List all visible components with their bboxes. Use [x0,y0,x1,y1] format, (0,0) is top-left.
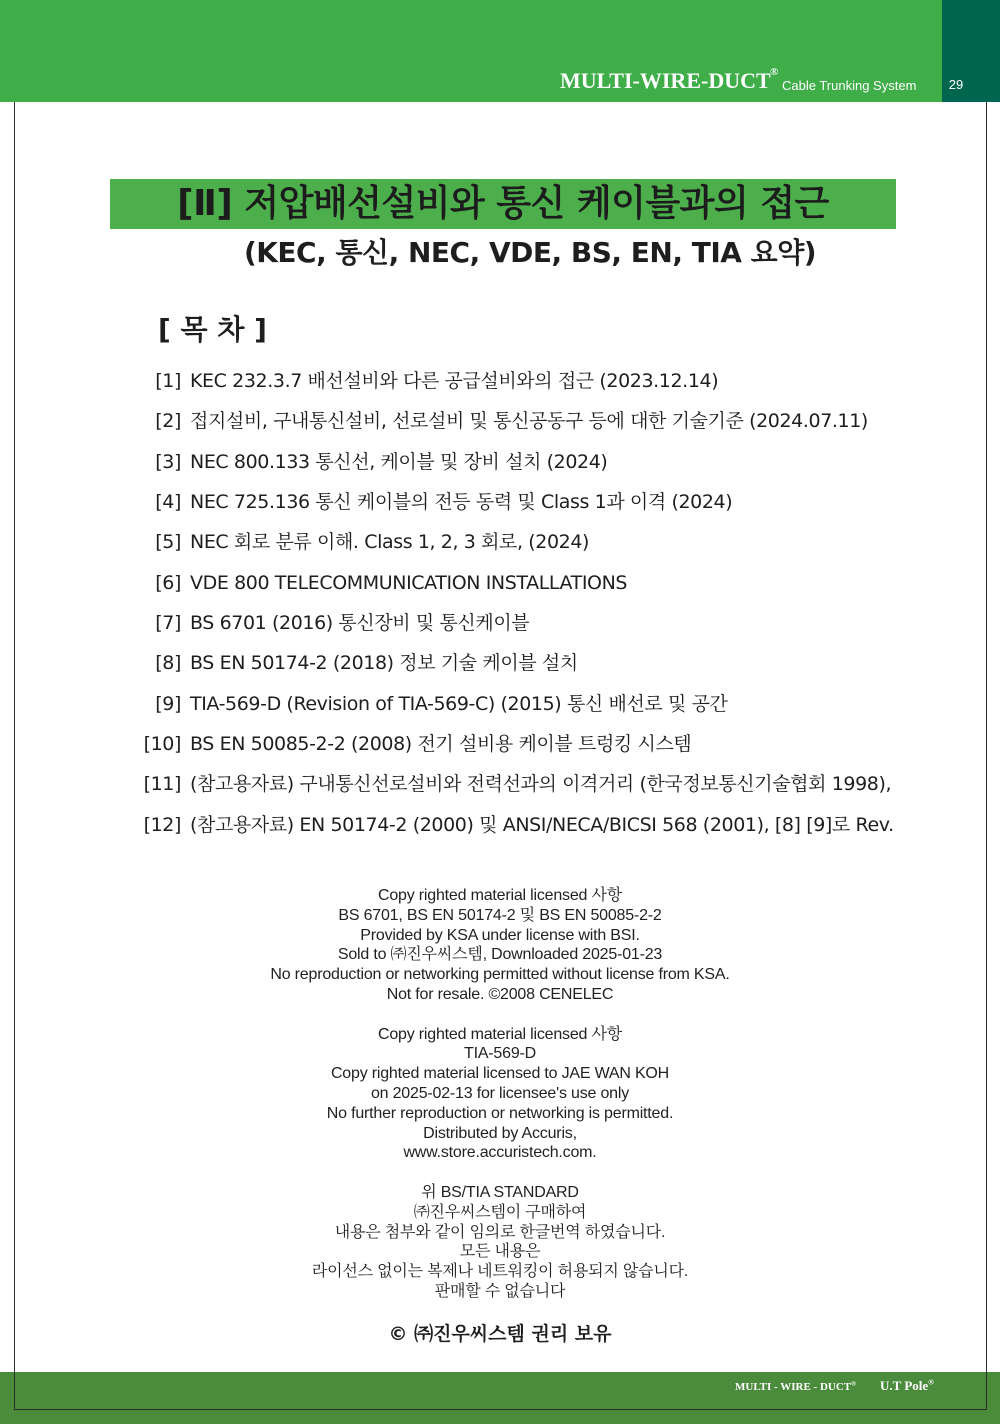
toc-item-text: BS EN 50174-2 (2018) 정보 기술 케이블 설치 [190,652,578,675]
toc-item-text: NEC 회로 분류 이해. Class 1, 2, 3 회로, (2024) [190,531,590,554]
toc-item-text: NEC 800.133 통신선, 케이블 및 장비 설치 (2024) [190,450,608,473]
toc-item [140,442,970,482]
toc-item-label: [2] [155,410,181,433]
toc-item-label: [10] [143,733,181,756]
toc-item-text: VDE 800 TELECOMMUNICATION INSTALLATIONS [190,571,628,594]
toc-item-label: [8] [155,652,181,675]
toc-item-text: (참고용자료) EN 50174-2 (2000) 및 ANSI/NECA/BICSI 568 (2001), [8] [9]로 Rev. [190,813,894,836]
page-number: 29 [948,77,964,92]
translation-line: 판매할 수 없습니다 [434,1282,566,1300]
toc-item-text: KEC 232.3.7 배선설비와 다른 공급설비와의 접근 (2023.12.14) [190,370,719,392]
toc-item-label: [7] [155,612,181,635]
license-spacer [150,1163,850,1183]
license-line: Copy righted material licensed 사항 [378,887,622,904]
toc-item-label: [3] [155,450,181,473]
toc-item [140,482,970,522]
toc-item [140,522,970,562]
license-line: BS 6701, BS EN 50174-2 및 BS EN 50085-2-2 [338,906,662,924]
license-line: Distributed by Accuris, [423,1124,577,1142]
footer-product-text: U.T Pole [880,1378,929,1393]
toc-item-text: BS 6701 (2016) 통신장비 및 통신케이블 [190,612,530,635]
license-line: Copy righted material licensed to JAE WAN KOH [330,1065,670,1083]
toc-item-label: [6] [155,571,181,594]
toc-item-text: NEC 725.136 통신 케이블의 전등 동력 및 Class 1과 이격 (2024) [190,491,733,514]
license-line: No further reproduction or networking is permitted. [326,1104,674,1122]
toc-item [140,805,970,845]
translation-line: 모든 내용은 [459,1243,541,1261]
toc-item-label: [4] [155,491,181,514]
footer-brand [735,1380,856,1394]
license-line: Provided by KSA under license with BSI. [360,926,640,944]
page-title: [Ⅱ] 저압배선설비와 통신 케이블과의 접근 [177,183,829,224]
toc-item [140,563,970,603]
toc-item [140,401,970,441]
toc-item-label: [11] [143,773,181,796]
toc-item-label: [1] [155,370,181,392]
header-brand: MULTI-WIRE-DUCT [560,68,771,93]
toc-item [140,603,970,643]
license-line: TIA-569-D [464,1045,536,1063]
license-spacer [150,1005,850,1025]
toc-item-label: [5] [155,531,181,554]
toc-item-text: (참고용자료) 구내통신선로설비와 전력선과의 이격거리 (한국정보통신기술협회 1998), [190,773,892,796]
toc-item-text: 접지설비, 구내통신설비, 선로설비 및 통신공동구 등에 대한 기술기준 (2024.07.11) [190,410,868,433]
toc-item [140,724,970,764]
page-subtitle: (KEC, 통신, NEC, VDE, BS, EN, TIA 요약) [243,236,817,269]
toc-item [140,684,970,724]
toc-item-label: [9] [155,692,181,715]
license-line: Copy righted material licensed 사항 [378,1025,622,1043]
toc-heading: [ 목 차 ] [158,313,267,346]
translation-line: ㈜진우씨스템이 구매하여 [413,1203,587,1221]
header-brand-subtitle: Cable Trunking System [782,78,917,93]
footer-brand-text: MULTI - WIRE - DUCT [735,1381,852,1393]
toc-item [140,643,970,683]
toc-item-text: BS EN 50085-2-2 (2008) 전기 설비용 케이블 트렁킹 시스템 [190,733,692,756]
footer-brand-registered-mark: ® [851,1380,857,1388]
footer-product [880,1378,934,1394]
license-line: Sold to ㈜진우씨스템, Downloaded 2025-01-23 [337,946,663,964]
toc-item [140,764,970,804]
title-bar [110,179,896,229]
footer-product-registered-mark: ® [928,1377,934,1387]
translation-line: 내용은 첨부와 같이 임의로 한글번역 하였습니다. [334,1223,666,1241]
license-line: on 2025-02-13 for licensee's use only [370,1084,630,1102]
toc-item [140,361,970,401]
license-line: Not for resale. ©2008 CENELEC [386,985,614,1003]
toc-item-text: TIA-569-D (Revision of TIA-569-C) (2015) 통신 배선로 및 공간 [190,692,728,715]
header-brand-registered-mark: ® [770,66,779,78]
rights-reserved-notice: © ㈜진우씨스템 권리 보유 [388,1323,612,1345]
license-line: No reproduction or networking permitted without license from KSA. [270,966,730,984]
license-line: www.store.accuristech.com. [403,1144,597,1162]
translation-line: 라이선스 없이는 복제나 네트워킹이 허용되지 않습니다. [311,1263,689,1281]
toc-list [140,361,970,845]
license-notice [150,886,850,1302]
translation-line: 위 BS/TIA STANDARD [421,1183,579,1201]
toc-item-label: [12] [143,813,181,836]
